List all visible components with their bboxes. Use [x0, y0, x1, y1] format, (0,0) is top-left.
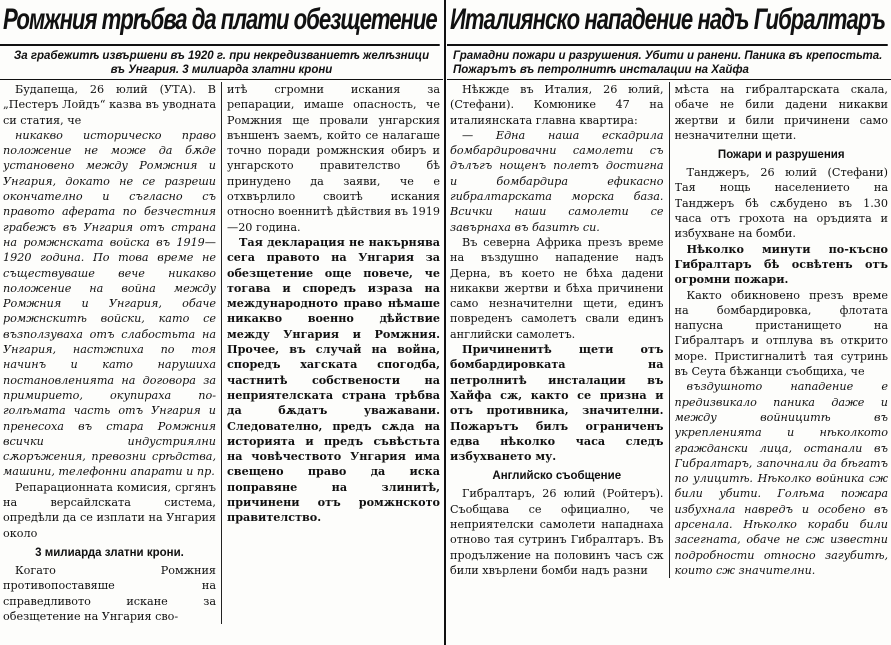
column-gibraltar-2: [675, 82, 889, 578]
paragraph: Танджеръ, 26 юлий (Стефани) Тая нощь населението на Танджеръ бѣ сѫбудено въ 1.30 часа отъ грохота на оръдията и избухване на бомби.: [674, 166, 888, 241]
column-romania-1: [3, 82, 216, 624]
column-gibraltar-1: [450, 82, 664, 578]
subheading: Английско съобщение: [492, 470, 622, 483]
paragraph: — Една наша ескадрила бомбардировачни самолети съ дълъгъ нощенъ полетъ достигна и бомбардира ефикасно гибралтарската морска база. Всички наши самолети се завърнаха въ базитѣ си.: [450, 128, 664, 234]
column-romania-2: [227, 82, 440, 624]
article-romania: [0, 0, 443, 645]
headline-romania: Ромжния трѣбва да плати обезщетение: [0, 0, 440, 46]
paragraph: итѣ сгромни искания за репарации, имаше опасность, че Ромжния ще провали унгарския външенъ заемъ, който се налагаше точно поради ромжнския обиръ и унгарското правителство бѣ принудено да заяви, че е отхвърлило своитѣ искания относно военнитѣ дѣйствия въ 1919—20 година.: [227, 83, 440, 234]
subheading: Пожари и разрушения: [717, 149, 845, 162]
columns-gibraltar: [447, 80, 891, 578]
paragraph: Будапеща, 26 юлий (УТА). В „Пестеръ Лойдъ“ казва въ уводната си статия, че: [3, 83, 216, 127]
paragraph: Нѣкжде въ Италия, 26 юлий, (Стефани). Комюнике 47 на италиянската главна квартира:: [450, 83, 664, 127]
paragraph: никакво историческо право положение не може да бѫде установено между Ромжния и Унгария, докато не се разреши окончателно и съгласно съ правото аферата по безчестния грабежъ въ Унгария отъ страна на ромжнската войска въ 1919—1920 година. По това време не съществуваше вече никакво положение на война между Ромжния и Унгария, обаче ромжнскитѣ войски, като се възползуваха отъ слабостьта на Унгария, настжпиха по тоя начинъ и като нарушиха постановленията на договора за примирието, окупираха по-голѣмата часть отъ Унгария и пренесоха въ стара Ромжния всички индустриялни сѫоръжения, превозни срѣдства, машини, телефонни апарати и пр.: [3, 128, 216, 479]
headline-gibraltar: Италиянско нападение надъ Гибралтаръ: [447, 0, 888, 46]
paragraph: мѣста на гибралтарската скала, обаче не били дадени никакви жертви и били причинени само незначителни щети.: [674, 83, 888, 142]
paragraph: Въ северна Африка презъ време на въздушно нападение надъ Дерна, въ което не бѣха дадени никакви жертви и бѣха причинени само незначителни щети, единъ повреденъ самолетъ свали единъ английски самолетъ.: [450, 235, 664, 341]
column-rule: [221, 82, 222, 624]
column-rule: [669, 82, 670, 578]
paragraph: Както обикновено презъ време на бомбардировка, флотата напусна пристанището на Гибралтаръ и отплува въ открито море. Пристигналитѣ тая сутринь въ Сеута бѣжанци съобщиха, че: [674, 288, 888, 379]
paragraph: Гибралтаръ, 26 юлий (Ройтеръ). Съобщава се официално, че неприятелски самолети нападнаха отново тая сутринъ Гибралтаръ. Въ продължение на половинъ часъ сж били хвърлени бомби надъ разни: [450, 487, 664, 577]
paragraph: Причиненитѣ щети отъ бомбардировката на петролнитѣ инсталации въ Хайфа сж, както се призна и отъ противника, значителни. Пожарътъ билъ ограниченъ едва нѣколко часа следъ избухването му.: [450, 342, 664, 464]
column-divider: [444, 0, 446, 645]
article-gibraltar: [447, 0, 891, 645]
subheading: 3 милиарда златни крони.: [35, 546, 184, 559]
paragraph: въздушното нападение е предизвикало паника даже и между войницитѣ въ укрепленията и нѣколкото граждански лица, останали въ Гибралтаръ, започнали да бѣгатъ по улицитѣ. Нѣколко войника сж били убити. Голѣма пожара избухнала навредъ и особено въ арсенала. Нѣколко кораби били засегната, обаче не сж известни подробности относно загубитѣ, които сж значителни.: [674, 380, 888, 577]
paragraph: Репарационната комисия, сргянъ на версайлската система, опредѣли да се изплати на Унгария около: [3, 480, 216, 540]
columns-romania: [0, 80, 443, 624]
deck-romania: За грабежитѣ извършени въ 1920 г. при некредизваниетѣ желѣзници въ Унгария. 3 милиарда златни крони: [0, 46, 443, 80]
paragraph: Тая декларация не накърнява сега правото на Унгария за обезщетение още повече, че тогава и споредъ израза на международното право нѣмаше никакво военно дѣйствие между Унгария и Ромжния. Прочее, въ случай на война, споредъ хагската спогодба, частнитѣ собствености на неприятелската страна трѣбва да бѫдатъ уважавани. Следователно, предъ сѫда на историята и предъ съвѣстьта на човѣчеството Унгария има свещено право да иска поправяне на злинитѣ, причинени отъ ромжнското правителство.: [227, 234, 440, 525]
paragraph: Когато Ромжния противопоставяше на справедливото искане за обезщетение на Унгария сво-: [3, 563, 216, 623]
deck-gibraltar: Грамадни пожари и разрушения. Убити и ранени. Паника въ крепостьта. Пожарътъ въ петролнитѣ инсталации на Хайфа: [447, 46, 891, 80]
paragraph: Нѣколко минути по-късно Гибралтаръ бѣ освѣтенъ отъ огромни пожари.: [674, 241, 888, 287]
